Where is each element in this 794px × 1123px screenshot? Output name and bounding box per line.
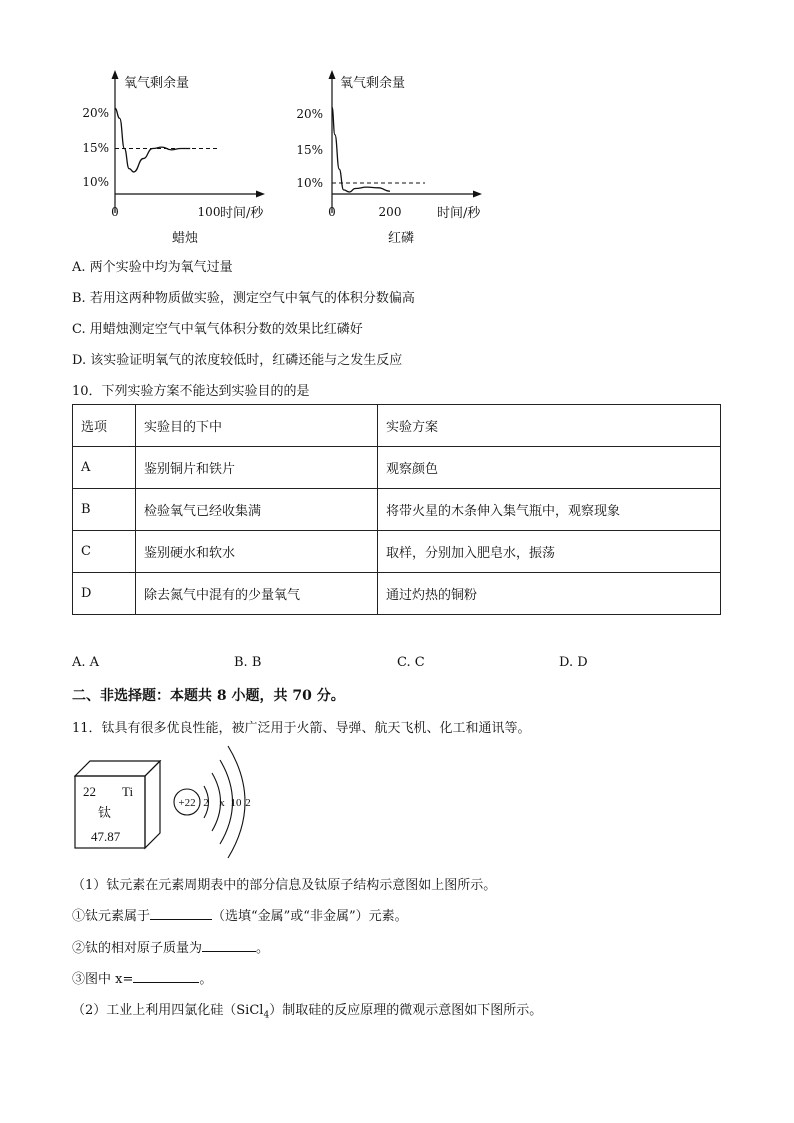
candle-ytick-20: 20% — [82, 106, 109, 120]
row-a-option: A — [73, 447, 136, 489]
row-a-goal: 鉴别铜片和铁片 — [136, 447, 378, 489]
answer-d: D. D — [559, 655, 588, 670]
table-row — [73, 573, 721, 615]
phosphorus-xtick-0: 0 — [328, 205, 336, 219]
candle-caption: 蜡烛 — [172, 231, 199, 246]
row-b-plan: 将带火星的木条伸入集气瓶中，观察现象 — [378, 489, 721, 531]
q9-option-d: D. 该实验证明氧气的浓度较低时，红磷还能与之发生反应 — [72, 353, 403, 368]
q11-part1-b: ②钛的相对原子质量为 。 — [72, 941, 270, 956]
section-title: 二、非选择题：本题共 8 小题，共 70 分。 — [72, 688, 345, 704]
shell-3-electrons: 10 — [230, 797, 242, 809]
q9-option-c: C. 用蜡烛测定空气中氧气体积分数的效果比红磷好 — [72, 322, 363, 337]
answer-b: B. B — [234, 655, 262, 670]
row-b-goal: 检验氧气已经收集满 — [136, 489, 378, 531]
q10-table — [72, 404, 721, 615]
element-number: 22 — [83, 784, 96, 799]
phosphorus-ytick-10: 10% — [296, 176, 323, 190]
candle-ytick-15: 15% — [82, 141, 109, 155]
phosphorus-xtick-200: 200 — [378, 205, 402, 219]
answer-blank-3[interactable] — [133, 970, 199, 983]
q9-option-b: B. 若用这两种物质做实验，测定空气中氧气的体积分数偏高 — [72, 291, 415, 306]
header-option: 选项 — [73, 405, 136, 447]
phosphorus-ylabel: 氧气剩余量 — [340, 76, 406, 91]
titanium-atom-diagram — [170, 740, 270, 865]
answer-c: C. C — [397, 655, 425, 670]
row-c-option: C — [73, 531, 136, 573]
element-cube-ti — [74, 760, 166, 852]
candle-curve — [115, 108, 190, 172]
table-row — [73, 489, 721, 531]
answer-blank-2[interactable] — [202, 939, 256, 952]
phosphorus-x-axis — [332, 191, 482, 198]
candle-chart — [72, 68, 282, 223]
table-row — [73, 447, 721, 489]
candle-ylabel: 氧气剩余量 — [124, 76, 190, 91]
phosphorus-xlabel: 时间/秒 — [437, 206, 481, 221]
candle-xtick-0: 0 — [111, 205, 119, 219]
row-a-plan: 观察颜色 — [378, 447, 721, 489]
shell-4-electrons: 2 — [245, 797, 251, 809]
phosphorus-ytick-15: 15% — [296, 143, 323, 157]
phosphorus-curve — [332, 107, 390, 192]
q11-part2: （2）工业上利用四氯化硅（SiCl$_4$）制取硅的反应原理的微观示意图如下图所示。 — [72, 1003, 543, 1021]
answer-a: A. A — [72, 655, 100, 670]
element-name: 钛 — [98, 805, 112, 820]
phosphorus-ytick-20: 20% — [296, 107, 323, 121]
header-plan: 实验方案 — [378, 405, 721, 447]
candle-x-axis — [115, 191, 265, 198]
q11-part1-a: ①钛元素属于 （选填“金属”或“非金属”）元素。 — [72, 909, 408, 924]
shell-1-electrons: 2 — [203, 797, 209, 809]
row-c-plan: 取样，分别加入肥皂水，振荡 — [378, 531, 721, 573]
row-d-goal: 除去氮气中混有的少量氧气 — [136, 573, 378, 615]
phosphorus-y-axis — [329, 70, 336, 213]
candle-xlabel: 时间/秒 — [220, 206, 264, 221]
phosphorus-caption: 红磷 — [388, 231, 415, 246]
candle-y-axis — [112, 70, 119, 213]
shell-2-electrons: x — [219, 797, 225, 809]
answer-blank-1[interactable] — [150, 907, 212, 920]
element-mass: 47.87 — [91, 829, 121, 844]
q9-option-a: A. 两个实验中均为氧气过量 — [72, 260, 233, 275]
q11-stem: 11．钛具有很多优良性能，被广泛用于火箭、导弹、航天飞机、化工和通讯等。 — [72, 721, 531, 736]
candle-xtick-100: 100 — [197, 205, 221, 219]
table-row — [73, 531, 721, 573]
q11-part1: （1）钛元素在元素周期表中的部分信息及钛原子结构示意图如上图所示。 — [72, 878, 497, 893]
row-c-goal: 鉴别硬水和软水 — [136, 531, 378, 573]
q10-stem: 10．下列实验方案不能达到实验目的的是 — [72, 384, 310, 399]
element-symbol: Ti — [122, 784, 134, 799]
phosphorus-chart — [290, 68, 500, 223]
nucleus-charge: +22 — [178, 797, 196, 809]
table-header-row — [73, 405, 721, 447]
row-b-option: B — [73, 489, 136, 531]
row-d-plan: 通过灼热的铜粉 — [378, 573, 721, 615]
q11-part1-c: ③图中 x= 。 — [72, 972, 213, 987]
header-goal: 实验目的下中 — [136, 405, 378, 447]
row-d-option: D — [73, 573, 136, 615]
candle-ytick-10: 10% — [82, 175, 109, 189]
